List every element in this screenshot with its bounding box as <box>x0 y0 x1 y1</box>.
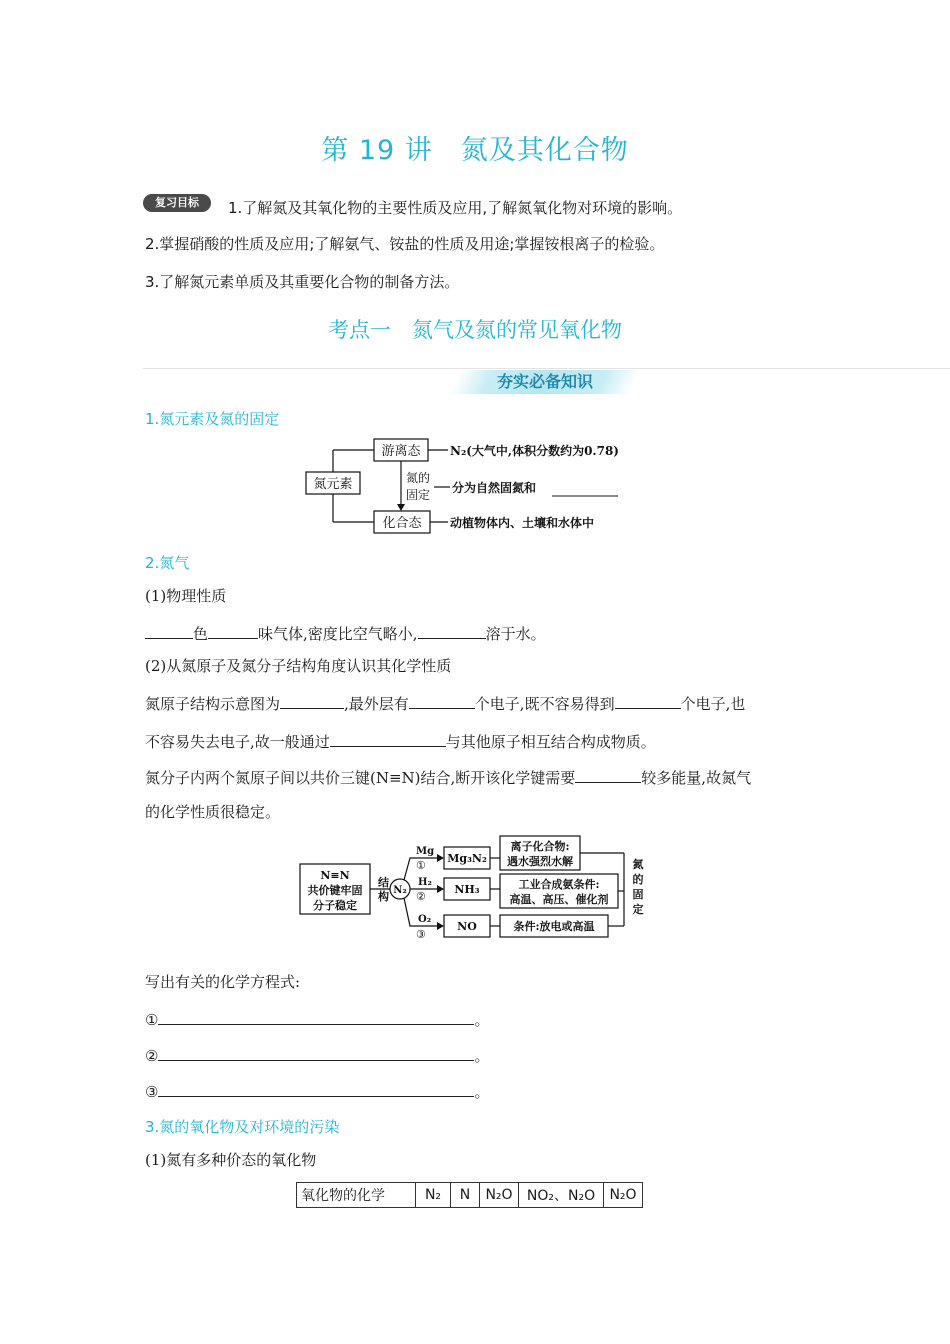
text-gain-electrons: 个电子,既不容易得到 <box>474 695 615 713</box>
blank-bonding-method[interactable] <box>330 730 446 747</box>
diagram2-side-2: 的 <box>632 873 644 886</box>
table-cell: N₂O <box>480 1183 519 1208</box>
banner-label: 夯实必备知识 <box>496 372 593 391</box>
objective-3: 3.了解氮元素单质及其重要化合物的制备方法。 <box>145 273 460 291</box>
diagram2-box-line2: 共价键牢固 <box>307 884 363 897</box>
equation-end-1: 。 <box>474 1011 490 1029</box>
blank-equation-3[interactable] <box>158 1080 474 1097</box>
blank-outer-electrons[interactable] <box>409 692 475 709</box>
text-atom-diagram: 氮原子结构示意图为 <box>145 695 281 713</box>
table-cell: NO₂、N₂O <box>519 1183 604 1208</box>
diagram2-r1-num: ① <box>416 859 426 872</box>
diagram2-r1-product: Mg₃N₂ <box>447 852 487 865</box>
review-objectives-badge: 复习目标 <box>143 194 211 212</box>
objective-1: 1.了解氮及其氧化物的主要性质及应用,了解氮氧化物对环境的影响。 <box>228 199 683 217</box>
blank-energy[interactable] <box>575 766 641 783</box>
diagram2-r3-note: 条件:放电或高温 <box>513 920 595 933</box>
diagram2-r3-reagent: O₂ <box>418 914 432 925</box>
diagram2-box-line3: 分子稳定 <box>313 899 357 912</box>
diagram2-box-line1: N≡N <box>320 869 350 882</box>
diagram2-r1-reagent: Mg <box>416 846 435 857</box>
table-cell: N₂ <box>416 1183 451 1208</box>
blank-odor[interactable] <box>208 622 258 639</box>
equation-label-3: ③ <box>145 1083 159 1101</box>
diagram2-r2-product: NH₃ <box>454 883 480 896</box>
text-more-energy: 较多能量,故氮气 <box>641 769 752 787</box>
diagram2-side-1: 氮 <box>632 858 644 871</box>
diagram2-r2-num: ② <box>416 890 426 903</box>
diagram2-struct-1: 结 <box>378 876 389 889</box>
heading-nitrogen-gas: 2.氮气 <box>145 554 190 572</box>
diagram2-r1-note-2: 遇水强烈水解 <box>507 855 573 868</box>
equation-row-3 <box>145 1080 489 1102</box>
diagram2-center: N₂ <box>393 885 407 896</box>
diagram-free-desc: N₂(大气中,体积分数约为0.78) <box>450 444 619 458</box>
blank-equation-1[interactable] <box>158 1008 474 1025</box>
page-title: 第 19 讲 氮及其化合物 <box>321 135 629 166</box>
diagram-fixation-desc: 分为自然固氮和 <box>452 481 537 495</box>
text-form-matter: 与其他原子相互结合构成物质。 <box>445 733 656 751</box>
diagram-fixation-label-2: 固定 <box>406 488 431 502</box>
sub-chemical-properties: (2)从氮原子及氮分子结构角度认识其化学性质 <box>145 657 452 675</box>
diagram2-r3-product: NO <box>457 920 477 933</box>
blank-equation-2[interactable] <box>158 1044 474 1061</box>
table-row <box>297 1183 643 1208</box>
blank-color[interactable] <box>145 622 193 639</box>
equation-label-1: ① <box>145 1011 159 1029</box>
text-triple-bond: 氮分子内两个氮原子间以共价三键(N≡N)结合,断开该化学键需要 <box>145 769 576 787</box>
diagram2-struct-2: 构 <box>378 890 389 903</box>
table-header-cell: 氧化物的化学 <box>297 1183 416 1208</box>
sub-oxides: (1)氮有多种价态的氧化物 <box>145 1151 317 1169</box>
section-title: 考点一 氮气及氮的常见氧化物 <box>328 318 622 342</box>
diagram2-r3-num: ③ <box>416 928 426 941</box>
section-divider <box>143 368 950 369</box>
text-outer-layer: ,最外层有 <box>344 695 409 713</box>
table-cell: N₂O <box>604 1183 643 1208</box>
physical-properties-line <box>145 622 546 644</box>
diagram-root-label: 氮元素 <box>313 477 353 492</box>
diagram-free-state: 游离态 <box>381 444 421 459</box>
text-color: 色 <box>193 625 209 643</box>
equation-end-2: 。 <box>474 1047 490 1065</box>
diagram2-side-4: 定 <box>632 903 644 916</box>
nitrogen-reactions-diagram <box>298 834 658 944</box>
text-odor-density: 味气体,密度比空气略小, <box>258 625 418 643</box>
nitrogen-element-diagram <box>300 436 660 536</box>
diagram-combined-desc: 动植物体内、土壤和水体中 <box>450 516 595 530</box>
objective-2: 2.掌握硝酸的性质及应用;了解氨气、铵盐的性质及用途;掌握铵根离子的检验。 <box>145 235 665 253</box>
diagram2-side-3: 固 <box>632 888 644 901</box>
diagram-fixation-label-1: 氮的 <box>406 471 431 485</box>
diagram2-r1-note-1: 离子化合物: <box>510 840 570 853</box>
equation-row-1 <box>145 1008 489 1030</box>
text-lose-electrons: 不容易失去电子,故一般通过 <box>145 733 330 751</box>
equation-prompt: 写出有关的化学方程式: <box>145 973 301 991</box>
text-electrons-also: 个电子,也 <box>680 695 746 713</box>
oxides-table <box>296 1182 643 1208</box>
equation-end-3: 。 <box>474 1083 490 1101</box>
heading-nitrogen-oxides: 3.氮的氧化物及对环境的污染 <box>145 1118 340 1136</box>
equation-row-2 <box>145 1044 489 1066</box>
diagram2-r2-reagent: H₂ <box>418 877 432 888</box>
atom-structure-line <box>145 692 745 714</box>
blank-atom-diagram[interactable] <box>280 692 344 709</box>
diagram2-r2-note-1: 工业合成氨条件: <box>518 878 600 891</box>
sub-physical-properties: (1)物理性质 <box>145 587 227 605</box>
blank-solubility[interactable] <box>418 622 486 639</box>
table-cell: N <box>451 1183 480 1208</box>
bonding-line <box>145 730 656 752</box>
blank-gain-electrons[interactable] <box>615 692 681 709</box>
text-solubility: 溶于水。 <box>485 625 546 643</box>
stability-line: 的化学性质很稳定。 <box>145 803 281 821</box>
diagram2-r2-note-2: 高温、高压、催化剂 <box>509 893 609 906</box>
equation-label-2: ② <box>145 1047 159 1065</box>
triple-bond-line <box>145 766 751 788</box>
diagram-combined-state: 化合态 <box>382 516 422 531</box>
heading-nitrogen-fixation: 1.氮元素及氮的固定 <box>145 410 280 428</box>
